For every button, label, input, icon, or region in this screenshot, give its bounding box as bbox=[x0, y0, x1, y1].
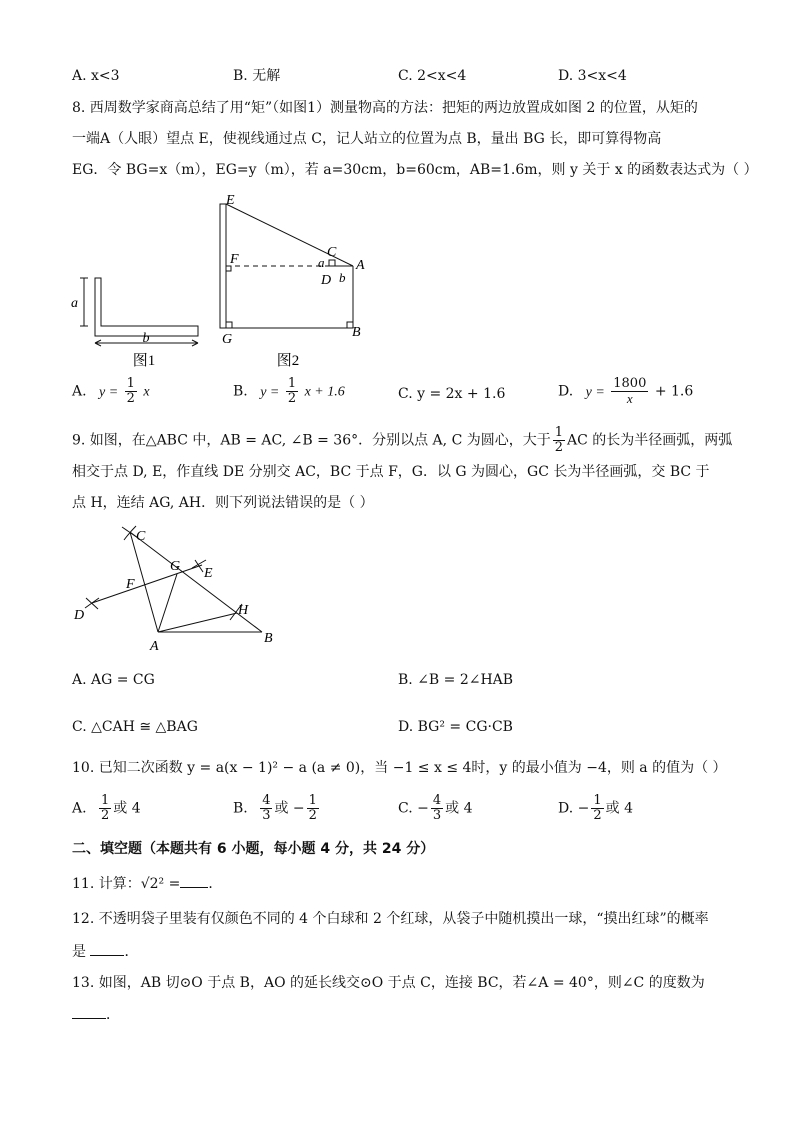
q8-fig2-caption: 图2 bbox=[276, 353, 300, 369]
q8-fig2-label-b: b bbox=[339, 270, 346, 285]
q8-option-a-letter: A. bbox=[72, 383, 87, 400]
q8-fig2-label-F: F bbox=[230, 252, 239, 267]
q9-text-line2: 相交于点 D, E，作直线 DE 分别交 AC，BC 于点 F，G．以 G 为圆心，GC 长为半径画弧，交 BC 于 bbox=[72, 464, 710, 480]
q10-option-b: B. $\frac{4}{3}$ 或 − $\frac{1}{2}$ bbox=[233, 793, 317, 823]
q10-option-c-fraction: $\frac{4}{3}$ bbox=[432, 793, 442, 823]
q7-option-d: D. 3<x<4 bbox=[558, 68, 627, 84]
q9-half-fraction: $\frac{1}{2}$ bbox=[554, 425, 564, 455]
q11-text: 11. 计算：√2² = ． bbox=[72, 873, 222, 894]
q9-option-a: A. AG = CG bbox=[72, 672, 155, 688]
q10-option-d-fraction: $\frac{1}{2}$ bbox=[593, 793, 602, 823]
q8-option-a-fraction: $\frac{1}{2}$ bbox=[126, 376, 135, 406]
q8-option-d-lhs: y = bbox=[585, 384, 605, 400]
q9-fig-label-E: E bbox=[204, 566, 213, 581]
q10-option-c: C. − $\frac{4}{3}$ 或 4 bbox=[398, 793, 473, 823]
q8-option-a-lhs: y = bbox=[99, 384, 119, 400]
q8-option-b bbox=[233, 377, 345, 406]
section-2-heading: 二、填空题（本题共有 6 小题，每小题 4 分，共 24 分） bbox=[72, 841, 435, 857]
q8-option-b-fraction: $\frac{1}{2}$ bbox=[287, 376, 297, 406]
q10-option-a: A. $\frac{1}{2}$ 或 4 bbox=[72, 793, 141, 823]
q8-fig2-label-C: C bbox=[327, 245, 337, 260]
q9-fig-label-F: F bbox=[126, 577, 135, 592]
q8-figure1 bbox=[80, 278, 198, 346]
q8-fig2-label-a: a bbox=[318, 255, 325, 270]
q9-fig-label-C: C bbox=[136, 529, 146, 544]
q7-option-b: B. 无解 bbox=[233, 68, 281, 84]
q13-text-line2: ． bbox=[72, 1004, 120, 1025]
q9-text-line1: 9. 如图，在△ABC 中，AB = AC, ∠B = 36°．分别以点 A, C 为圆心，大于 $\frac{1}{2}$ AC 的长为半径画弧，两弧 bbox=[72, 425, 733, 455]
q9-text-line3: 点 H，连结 AG, AH．则下列说法错误的是（ ） bbox=[72, 495, 374, 511]
q8-option-b-rhs: x + 1.6 bbox=[304, 384, 345, 400]
q12-answer-blank[interactable] bbox=[90, 941, 124, 956]
q9-fig-label-D: D bbox=[74, 608, 85, 623]
q7-option-c: C. 2<x<4 bbox=[398, 68, 467, 84]
q8-option-d bbox=[558, 377, 693, 406]
q8-option-d-rhs: + 1.6 bbox=[654, 383, 694, 400]
q8-option-a-rhs: x bbox=[143, 384, 150, 400]
q8-fig2-label-A: A bbox=[356, 258, 365, 273]
q9-fig-label-H: H bbox=[238, 603, 249, 618]
q10-option-a-fraction: $\frac{1}{2}$ bbox=[101, 793, 110, 823]
q8-fig1-label-a: a bbox=[71, 296, 78, 311]
q12-text-line1: 12. 不透明袋子里装有仅颜色不同的 4 个白球和 2 个红球，从袋子中随机摸出一球，“摸出红球”的概率 bbox=[72, 911, 709, 927]
q13-text-line1: 13. 如图，AB 切⊙O 于点 B，AO 的延长线交⊙O 于点 C，连接 BC，若∠A = 40°，则∠C 的度数为 bbox=[72, 975, 705, 991]
q10-option-b-fraction1: $\frac{4}{3}$ bbox=[262, 793, 271, 823]
q9-option-c: C. △CAH ≅ △BAG bbox=[72, 719, 198, 735]
q8-fig2-label-D: D bbox=[321, 273, 332, 288]
q10-option-b-fraction2: $\frac{1}{2}$ bbox=[308, 793, 317, 823]
q10-text: 10. 已知二次函数 y = a(x − 1)² − a (a ≠ 0)，当 −1 ≤ x ≤ 4时，y 的最小值为 −4，则 a 的值为（ ） bbox=[72, 760, 727, 776]
q8-option-a bbox=[72, 377, 150, 406]
q8-option-d-fraction: $\frac{1800}{x}$ bbox=[613, 376, 647, 406]
q9-fig-label-G: G bbox=[170, 559, 181, 574]
q8-fig1-caption: 图1 bbox=[132, 353, 156, 369]
q9-option-d: D. BG² = CG·CB bbox=[398, 719, 513, 735]
q8-text-line1: 8. 西周数学家商高总结了用“矩”（如图1）测量物高的方法：把矩的两边放置成如图 2 的位置，从矩的 bbox=[72, 100, 698, 116]
q10-option-d: D. − $\frac{1}{2}$ 或 4 bbox=[558, 793, 633, 823]
q9-figure bbox=[70, 522, 290, 657]
q9-option-b: B. ∠B = 2∠HAB bbox=[398, 672, 514, 688]
q11-answer-blank[interactable] bbox=[180, 873, 208, 888]
q8-figure bbox=[70, 190, 380, 370]
q8-option-b-lhs: y = bbox=[260, 384, 280, 400]
q9-fig-label-B: B bbox=[264, 631, 273, 646]
q8-option-d-letter: D. bbox=[558, 383, 574, 400]
q8-fig2-label-G: G bbox=[222, 332, 233, 347]
q7-option-a: A. x<3 bbox=[72, 68, 120, 84]
q9-fig-label-A: A bbox=[150, 639, 159, 654]
q8-fig1-label-b: b bbox=[142, 331, 150, 346]
q8-option-b-letter: B. bbox=[233, 383, 248, 400]
q8-figure2 bbox=[220, 204, 353, 328]
q8-text-line2: 一端A（人眼）望点 E，使视线通过点 C，记人站立的位置为点 B，量出 BG 长，即可算得物高 bbox=[72, 131, 662, 147]
q8-fig2-label-B: B bbox=[352, 325, 361, 340]
q13-answer-blank[interactable] bbox=[72, 1004, 106, 1019]
q12-text-line2: 是 ． bbox=[72, 941, 138, 962]
q8-text-line3: EG．令 BG=x（m），EG=y（m），若 a=30cm，b=60cm，AB=1.6m，则 y 关于 x 的函数表达式为（ ） bbox=[72, 162, 758, 178]
q8-option-c: C. y = 2x + 1.6 bbox=[398, 386, 506, 402]
q8-fig2-label-E: E bbox=[226, 193, 235, 208]
